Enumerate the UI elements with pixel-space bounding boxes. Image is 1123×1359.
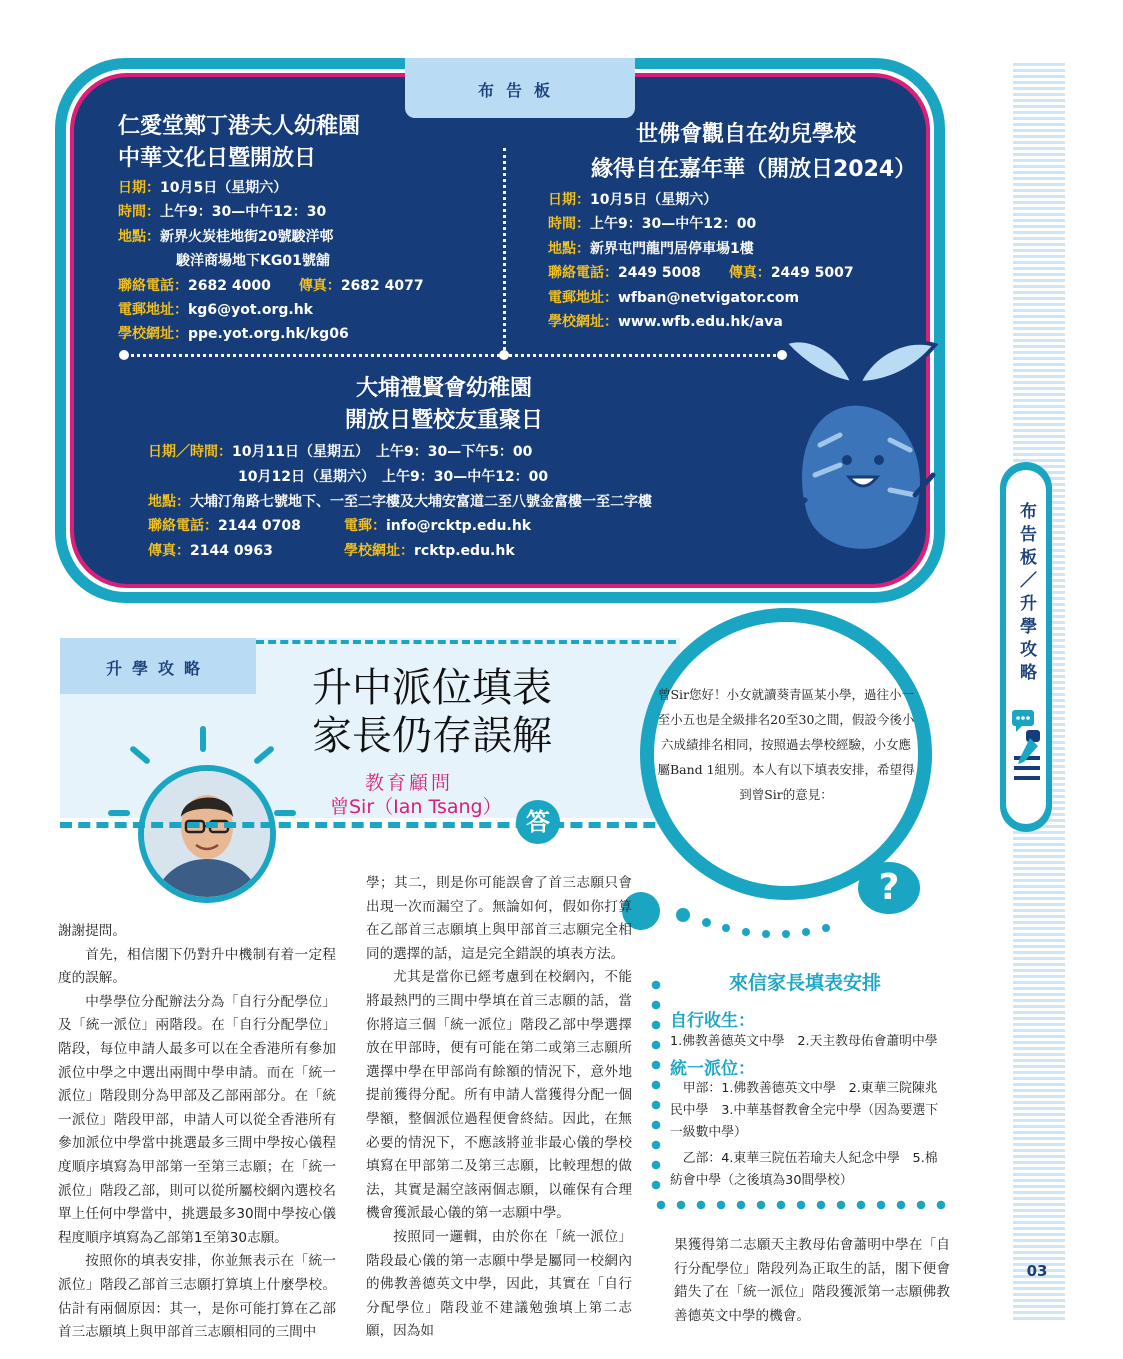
- article-column-2: 學；其二，則是你可能誤會了首三志願只會出現一次而漏空了。無論如何，假如你打算在乙部首三志願填上與甲部首三志願完全相同的選擇的話，這是完全錯誤的填表方法。 尤其是當你已經考慮到在校網內，不能將最熱門的三間中學填在首三志願的話，當你將這三個「統一派位」階段乙部中學選擇放在甲部時，便有可能在第二或第三志願所選擇中學在甲部尚有餘額的情況下，意外地提前獲得分配。所有申請人當獲得分配一個學額，整個派位過程便會終結。因此，在無必要的情況下，不應該將並非最心儀的學校填寫在甲部第二及第三志願，比較理想的做法，其實是漏空該兩個志願，以確保有合理機會獲派最心儀的第一志願中學。 按照同一邏輯，由於你在「統一派位」階段最心儀的第一志願中學是屬同一校網內的佛教善德英文中學，因此，其實在「自行分配學位」階段並不建議勉強填上第二志願，因為如: [366, 875, 632, 1340]
- decor-ray: [200, 726, 206, 752]
- notice-left-subtitle: 中華文化日暨開放日: [118, 146, 317, 171]
- question-mark-badge: ?: [858, 862, 920, 914]
- plan-heading-self: 自行收生：: [670, 1011, 755, 1031]
- bubble-dot: [822, 924, 830, 932]
- notice-left-line: 學校網址：ppe.yot.org.hk/kg06: [118, 326, 349, 342]
- sprout-mascot-illustration: [775, 325, 945, 575]
- bubble-dot: [742, 928, 750, 936]
- notice-right-line: 時間：上午9：30—中午12：00: [548, 216, 757, 232]
- plan-box-dots: [651, 975, 661, 1197]
- question-text: 曾Sir您好！小女就讀葵青區某小學，過往小一至小五也是全級排名20至30之間，假設今後小六成績排名相同，按照過去學校經驗，小女應屬Band 1組別。本人有以下填表安排，希望得到曾Sir的意見：: [657, 687, 915, 802]
- article-section-tab: [60, 638, 256, 694]
- answer-badge: 答: [516, 800, 560, 844]
- bubble-dot: [702, 918, 711, 927]
- article-column-3: 果獲得第二志願天主教母佑會蕭明中學在「自行分配學位」階段列為正取生的話，閣下便會錯失了在「統一派位」階段獲派第一志願佛教善德英文中學的機會。: [674, 1237, 950, 1324]
- notice-left-line: 電郵地址：kg6@yot.org.hk: [118, 302, 313, 318]
- notice-left-line: 日期：10月5日（星期六）: [118, 180, 288, 196]
- plan-text-part-a: 甲部：1.佛教善德英文中學 2.東華三院陳兆民中學 3.中華基督教會全完中學（因為要選下一級數中學）: [670, 1081, 939, 1140]
- notice-bottom-line: 10月12日（星期六） 上午9：30—中午12：00: [238, 469, 549, 485]
- plan-text-part-b: 乙部：4.東華三院伍若瑜夫人紀念中學 5.棉紡會中學（之後填為30間學校）: [670, 1151, 938, 1188]
- decor-ray: [274, 810, 296, 816]
- notice-right-line: 聯絡電話：2449 5008 傳真：2449 5007: [548, 265, 854, 281]
- notice-bottom-line: 聯絡電話：2144 0708: [148, 518, 301, 534]
- notice-right-line: 學校網址：www.wfb.edu.hk/ava: [548, 314, 783, 330]
- notice-bottom-line: 地點：大埔汀角路七號地下、一至二字樓及大埔安富道二至八號金富樓一至二字樓: [148, 494, 652, 510]
- notice-left-line: 地點：新界火炭桂地街20號駿洋邨: [118, 229, 334, 245]
- plan-title: 來信家長填表安排: [728, 972, 881, 994]
- notice-right-title: 世佛會觀自在幼兒學校: [636, 122, 857, 147]
- bubble-dot: [676, 908, 690, 922]
- divider-vertical: [503, 148, 506, 356]
- article-section-label: 升學攻略: [105, 659, 210, 678]
- article-byline-name: 曾Sir（Ian Tsang）: [330, 796, 502, 818]
- decor-ray: [108, 810, 130, 816]
- notice-bottom-title: 大埔禮賢會幼稚園: [356, 376, 533, 401]
- notice-board-tab: [405, 58, 635, 118]
- notice-bottom-line: 傳真：2144 0963: [148, 543, 273, 559]
- article-headline: 升中派位填表 家長仍存誤解: [312, 665, 552, 759]
- notice-right-line: 地點：新界屯門龍門居停車場1樓: [548, 241, 754, 257]
- notice-right-line: 電郵地址：wfban@netvigator.com: [548, 290, 800, 306]
- article-top-rule: [256, 640, 676, 644]
- author-avatar: [138, 765, 276, 903]
- bubble-dot: [782, 930, 790, 938]
- notice-bottom-line: 日期／時間：10月11日（星期五） 上午9：30—下午5：00: [148, 444, 533, 460]
- notice-left-line: 駿洋商場地下KG01號舖: [176, 253, 330, 269]
- article-column-1: 謝謝提問。 首先，相信閣下仍對升中機制有着一定程度的誤解。 中學學位分配辦法分為「自行分配學位」及「統一派位」兩階段。在「自行分配學位」階段，每位申請人最多可以在全香港所有參加派位中學之中選出兩間中學申請。而在「統一派位」階段則分為甲部及乙部兩部分。在「統一派位」階段甲部，申請人可以從全香港所有參加派位中學當中挑選最多三間中學按心儀程度順序填寫為甲部第一至第三志願；在「統一派位」階段乙部，則可以從所屬校網內選校名單上任何中學當中，挑選最多30間中學按心儀程度順序填寫為乙部第1至第30志願。 按照你的填表安排，你並無表示在「統一派位」階段乙部首三志願打算填上什麼學校。估計有兩個原因：其一，是你可能打算在乙部首三志願填上與甲部首三志願相同的三間中: [58, 923, 336, 1341]
- article-bottom-rule: [60, 822, 710, 828]
- page-number: 03: [1026, 1262, 1048, 1280]
- notice-bottom-line: 學校網址：rcktp.edu.hk: [344, 543, 515, 559]
- bubble-dot: [722, 924, 730, 932]
- bubble-dot: [762, 930, 770, 938]
- notice-left-title: 仁愛堂鄭丁港夫人幼稚園: [118, 114, 361, 139]
- article-byline-title: 教育顧問: [365, 772, 454, 794]
- notice-right-line: 日期：10月5日（星期六）: [548, 192, 718, 208]
- plan-heading-central: 統一派位：: [670, 1059, 755, 1079]
- notice-left-line: 聯絡電話：2682 4000 傳真：2682 4077: [118, 278, 424, 294]
- divider-dot: [499, 350, 509, 360]
- notice-right-subtitle: 緣得自在嘉年華（開放日2024）: [591, 157, 917, 182]
- author-portrait-illustration: [144, 771, 270, 897]
- notice-left-line: 時間：上午9：30—中午12：30: [118, 204, 327, 220]
- notice-board-tab-label: 布告板: [477, 81, 562, 100]
- bubble-dot: [802, 928, 810, 936]
- chat-pen-icon: [1008, 708, 1044, 808]
- plan-box-dots-bottom: [651, 1200, 951, 1210]
- side-section-tab[interactable]: [1000, 462, 1052, 832]
- notice-bottom-subtitle: 開放日暨校友重聚日: [345, 408, 544, 433]
- divider-horizontal: [124, 354, 784, 357]
- side-section-label: 布告板／升學攻略: [1016, 502, 1036, 686]
- notice-bottom-line: 電郵：info@rcktp.edu.hk: [344, 518, 532, 534]
- divider-dot: [119, 350, 129, 360]
- plan-text-self: 1.佛教善德英文中學 2.天主教母佑會蕭明中學: [670, 1034, 938, 1049]
